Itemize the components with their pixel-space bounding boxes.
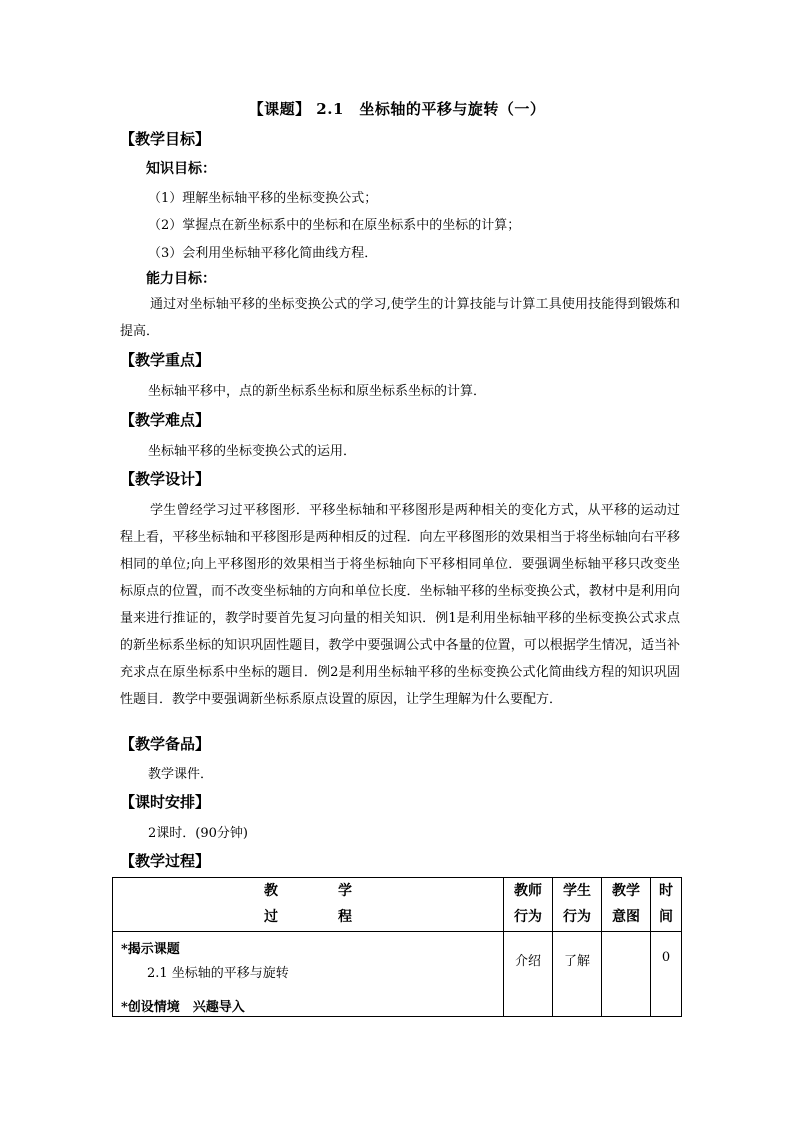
- teacher-action-cell: 介绍: [504, 932, 553, 1017]
- knowledge-item-1: （1）理解坐标轴平移的坐标变换公式；: [148, 191, 378, 206]
- header-intent-line: 教学: [612, 883, 640, 899]
- header-student-line: 行为: [563, 909, 591, 925]
- ability-text: 通过对坐标轴平移的坐标变换公式的学习,使学生的计算技能与计算工具使用技能得到锻炼和提高．: [120, 297, 680, 339]
- header-student-line: 学生: [563, 883, 591, 899]
- intent-cell: [602, 932, 651, 1017]
- goals-heading: 【教学目标】: [120, 130, 211, 148]
- page-title: 【课题】 2.1 坐标轴的平移与旋转（一）: [248, 100, 546, 118]
- situation-label: *创设情境 兴趣导入: [121, 1000, 245, 1015]
- process-cell: [113, 932, 504, 1017]
- difficulty-heading: 【教学难点】: [120, 411, 211, 429]
- process-table: [112, 877, 682, 1017]
- design-heading: 【教学设计】: [120, 470, 211, 488]
- difficulty-text: 坐标轴平移的坐标变换公式的运用．: [148, 444, 357, 459]
- table-row: [113, 932, 682, 1017]
- materials-text: 教学课件．: [148, 767, 214, 782]
- ability-heading: 能力目标：: [146, 271, 216, 287]
- knowledge-item-3: （3）会利用坐标轴平移化简曲线方程．: [148, 246, 378, 261]
- time-cell: 0: [651, 932, 682, 1017]
- key-heading: 【教学重点】: [120, 351, 211, 369]
- header-intent-line: 意图: [612, 909, 640, 925]
- header-process-char: 程: [338, 909, 352, 925]
- knowledge-heading: 知识目标：: [146, 161, 216, 177]
- header-teacher: [504, 878, 553, 932]
- topic-text: 2.1 坐标轴的平移与旋转: [147, 966, 289, 981]
- header-process: [113, 878, 504, 932]
- key-text: 坐标轴平移中，点的新坐标系坐标和原坐标系坐标的计算．: [148, 384, 487, 399]
- header-time: [651, 878, 682, 932]
- header-process-char: 教: [264, 883, 278, 899]
- header-process-char: 学: [338, 883, 352, 899]
- header-teacher-line: 教师: [514, 883, 542, 899]
- design-text: 学生曾经学习过平移图形．平移坐标轴和平移图形是两种相关的变化方式，从平移的运动过程上看，平移坐标轴和平移图形是两种相反的过程．向左平移图形的效果相当于将坐标轴向右平移相同的单位;向上平移图形的效果相当于将坐标轴向下平移相同单位．要强调坐标轴平移只改变坐标原点的位置，而不改变坐标轴的方向和单位长度．坐标轴平移的坐标变换公式，教材中是利用向量来进行推证的，教学时要首先复习向量的相关知识．例1是利用坐标轴平移的坐标变换公式求点的新坐标系坐标的知识巩固性题目，教学中要强调公式中各量的位置，可以根据学生情况，适当补充求点在原坐标系中坐标的题目．例2是利用坐标轴平移的坐标变换公式化简曲线方程的知识巩固性题目．教学中要强调新坐标系原点设置的原因，让学生理解为什么要配方．: [120, 503, 680, 707]
- student-action-cell: 了解: [553, 932, 602, 1017]
- header-time-line: 时: [659, 883, 673, 899]
- knowledge-item-2: （2）掌握点在新坐标系中的坐标和在原坐标系中的坐标的计算；: [148, 218, 521, 233]
- reveal-topic-label: *揭示课题: [121, 942, 180, 957]
- materials-heading: 【教学备品】: [120, 735, 211, 753]
- process-heading: 【教学过程】: [120, 852, 211, 870]
- schedule-text: 2课时．(90分钟): [148, 826, 248, 841]
- schedule-heading: 【课时安排】: [120, 793, 211, 811]
- header-intent: [602, 878, 651, 932]
- header-process-char: 过: [264, 909, 278, 925]
- header-teacher-line: 行为: [514, 909, 542, 925]
- header-student: [553, 878, 602, 932]
- table-header-row: [113, 878, 682, 932]
- header-time-line: 间: [659, 909, 673, 925]
